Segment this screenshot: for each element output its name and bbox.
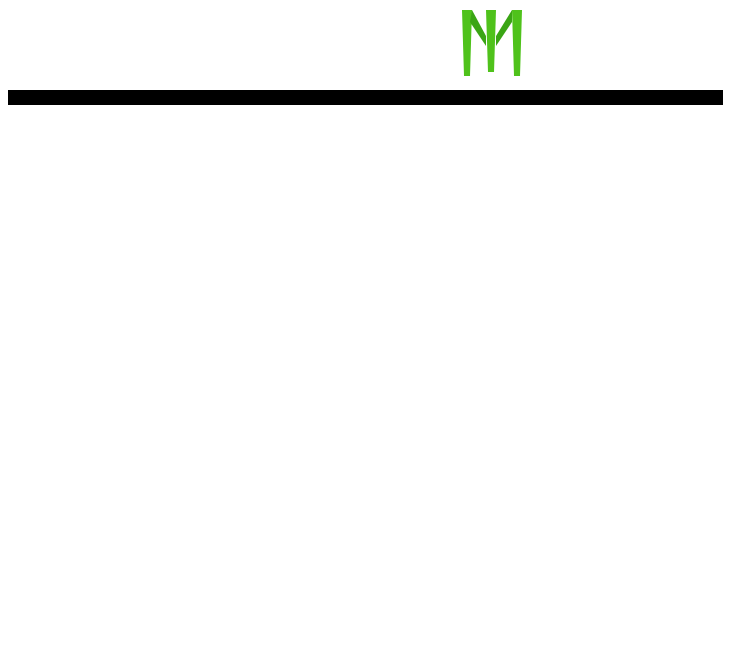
- monster-claw-icon: [456, 6, 536, 78]
- monster-supercross-logo: [456, 6, 726, 86]
- standings-banner: [8, 90, 723, 105]
